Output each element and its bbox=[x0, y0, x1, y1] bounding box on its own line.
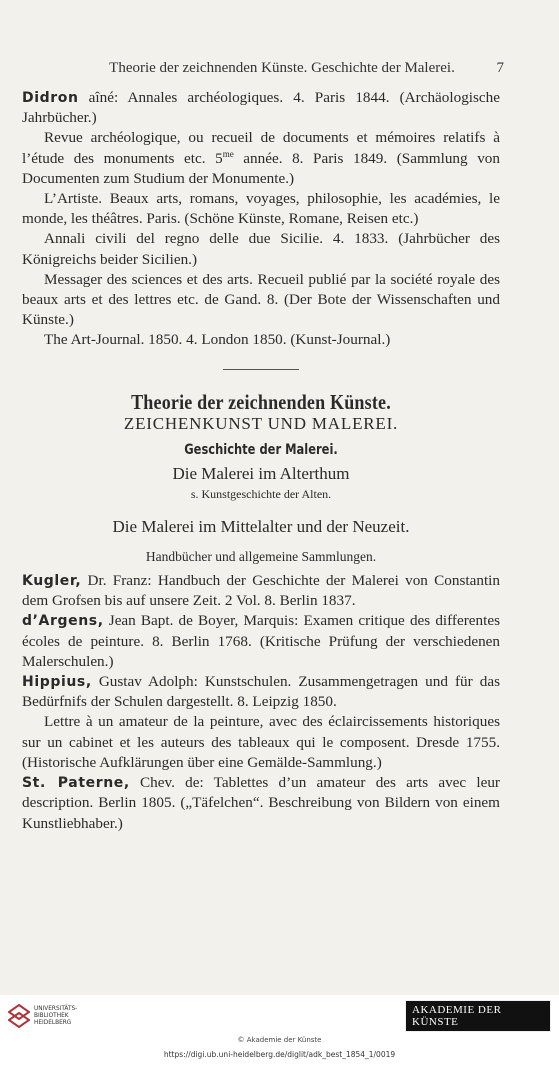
copyright-notice: © Akademie der Künste bbox=[237, 1036, 322, 1044]
permalink-url[interactable]: https://digi.ub.uni-heidelberg.de/diglit/adk_best_1854_1/0019 bbox=[163, 1050, 396, 1059]
entry-text-cont: année. 8. Paris 1849. (Sammlung von Documenten zum Studium der Monumente.) bbox=[22, 149, 500, 187]
entry-text: Jean Bapt. de Boyer, Marquis: Examen critique des differentes écoles de peinture. 8. Berlin 1768. (Kritische Prüfung der verschiedenen Malerschulen.) bbox=[22, 612, 500, 670]
running-header bbox=[22, 60, 502, 77]
entry-annali-civili: Annali civili del regno delle due Sicilie. 4. 1833. (Jahrbücher des Königreichs beider Sicilien.) bbox=[22, 230, 500, 268]
entry-text: Chev. de: Tablettes d’un amateur des arts avec leur description. Berlin 1805. („Täfelchen“. Beschreibung von Bildern von einem Kunstliebhaber.) bbox=[22, 774, 500, 832]
entry-lead: d’Argens, bbox=[22, 613, 104, 630]
entry-didron bbox=[22, 88, 500, 128]
entry-lead: Hippius, bbox=[22, 674, 92, 691]
entry-lead: Kugler, bbox=[22, 573, 82, 590]
section-antiquity-note: s. Kunstgeschichte der Alten. bbox=[190, 487, 332, 502]
entry-revue-archeologique bbox=[22, 128, 500, 189]
section-medieval-modern: Die Malerei im Mittelalter und der Neuzeit. bbox=[112, 516, 410, 536]
viewer-footer bbox=[0, 995, 559, 1065]
section-heading-caps: ZEICHENKUNST UND MALEREI. bbox=[123, 413, 399, 433]
section-handbooks: Handbücher und allgemeine Sammlungen. bbox=[145, 548, 377, 564]
entry-lartiste: L’Artiste. Beaux arts, romans, voyages, philosophie, les académies, le monde, les théâtres. Paris. (Schöne Künste, Romane, Reisen etc.) bbox=[22, 190, 500, 228]
academy-logo-text: AKADEMIE DER KÜNSTE bbox=[405, 1000, 551, 1032]
entry-text: aîné: Annales archéologiques. 4. Paris 1844. (Archäologische Jahrbücher.) bbox=[22, 89, 500, 127]
entry-text: Gustav Adolph: Kunstschulen. Zusammengetragen und für das Bedürfnifs der Schulen dargestellt. 8. Leipzig 1850. bbox=[22, 673, 500, 711]
section-heading-main: Theorie der zeichnenden Künste. bbox=[131, 389, 391, 414]
entry-messager: Messager des sciences et des arts. Recueil publié par la société royale des beaux arts et des lettres etc. de Gand. 8. (Der Bote der Wissenschaften und Künste.) bbox=[22, 270, 500, 329]
entry-lead: St. Paterne, bbox=[22, 775, 130, 792]
section-antiquity: Die Malerei im Alterthum bbox=[172, 464, 350, 484]
entry-art-journal: The Art-Journal. 1850. 4. London 1850. (Kunst-Journal.) bbox=[44, 331, 391, 349]
section-subheading: Geschichte der Malerei. bbox=[184, 442, 338, 459]
entry-kugler bbox=[22, 571, 500, 611]
entry-lead: Didron bbox=[22, 90, 79, 106]
entry-lettre: Lettre à un amateur de la peinture, avec des éclaircissements historiques sur un cabinet et les auteurs des tableaux qui le composent. Dresde 1755. (Historische Aufklärungen über eine Gemälde-Sammlung.) bbox=[22, 713, 500, 771]
entry-text: Revue archéologique, ou recueil de documents et mémoires relatifs à l’étude des monuments etc. 5 bbox=[22, 129, 500, 167]
page-content bbox=[22, 88, 500, 834]
library-logo-text bbox=[34, 1006, 77, 1027]
entry-superscript: me bbox=[222, 148, 234, 159]
section-divider bbox=[223, 369, 299, 370]
entry-hippius bbox=[22, 672, 500, 712]
library-line-1: UNIVERSITÄTS- bbox=[34, 1005, 78, 1012]
entry-st-paterne bbox=[22, 773, 500, 834]
library-line-2: BIBLIOTHEK bbox=[34, 1012, 69, 1019]
academy-logo-link[interactable] bbox=[405, 1001, 551, 1031]
running-title: Theorie der zeichnenden Künste. Geschichte der Malerei. bbox=[109, 60, 455, 76]
library-line-3: HEIDELBERG bbox=[34, 1019, 72, 1026]
page-number: 7 bbox=[496, 60, 504, 76]
library-logo-link[interactable] bbox=[8, 1004, 77, 1028]
entry-text: Dr. Franz: Handbuch der Geschichte der Malerei von Constantin dem Grofsen bis auf unsere Zeit. 2 Vol. 8. Berlin 1837. bbox=[22, 572, 500, 610]
entry-dargens bbox=[22, 611, 500, 672]
library-logo-icon bbox=[8, 1004, 30, 1028]
